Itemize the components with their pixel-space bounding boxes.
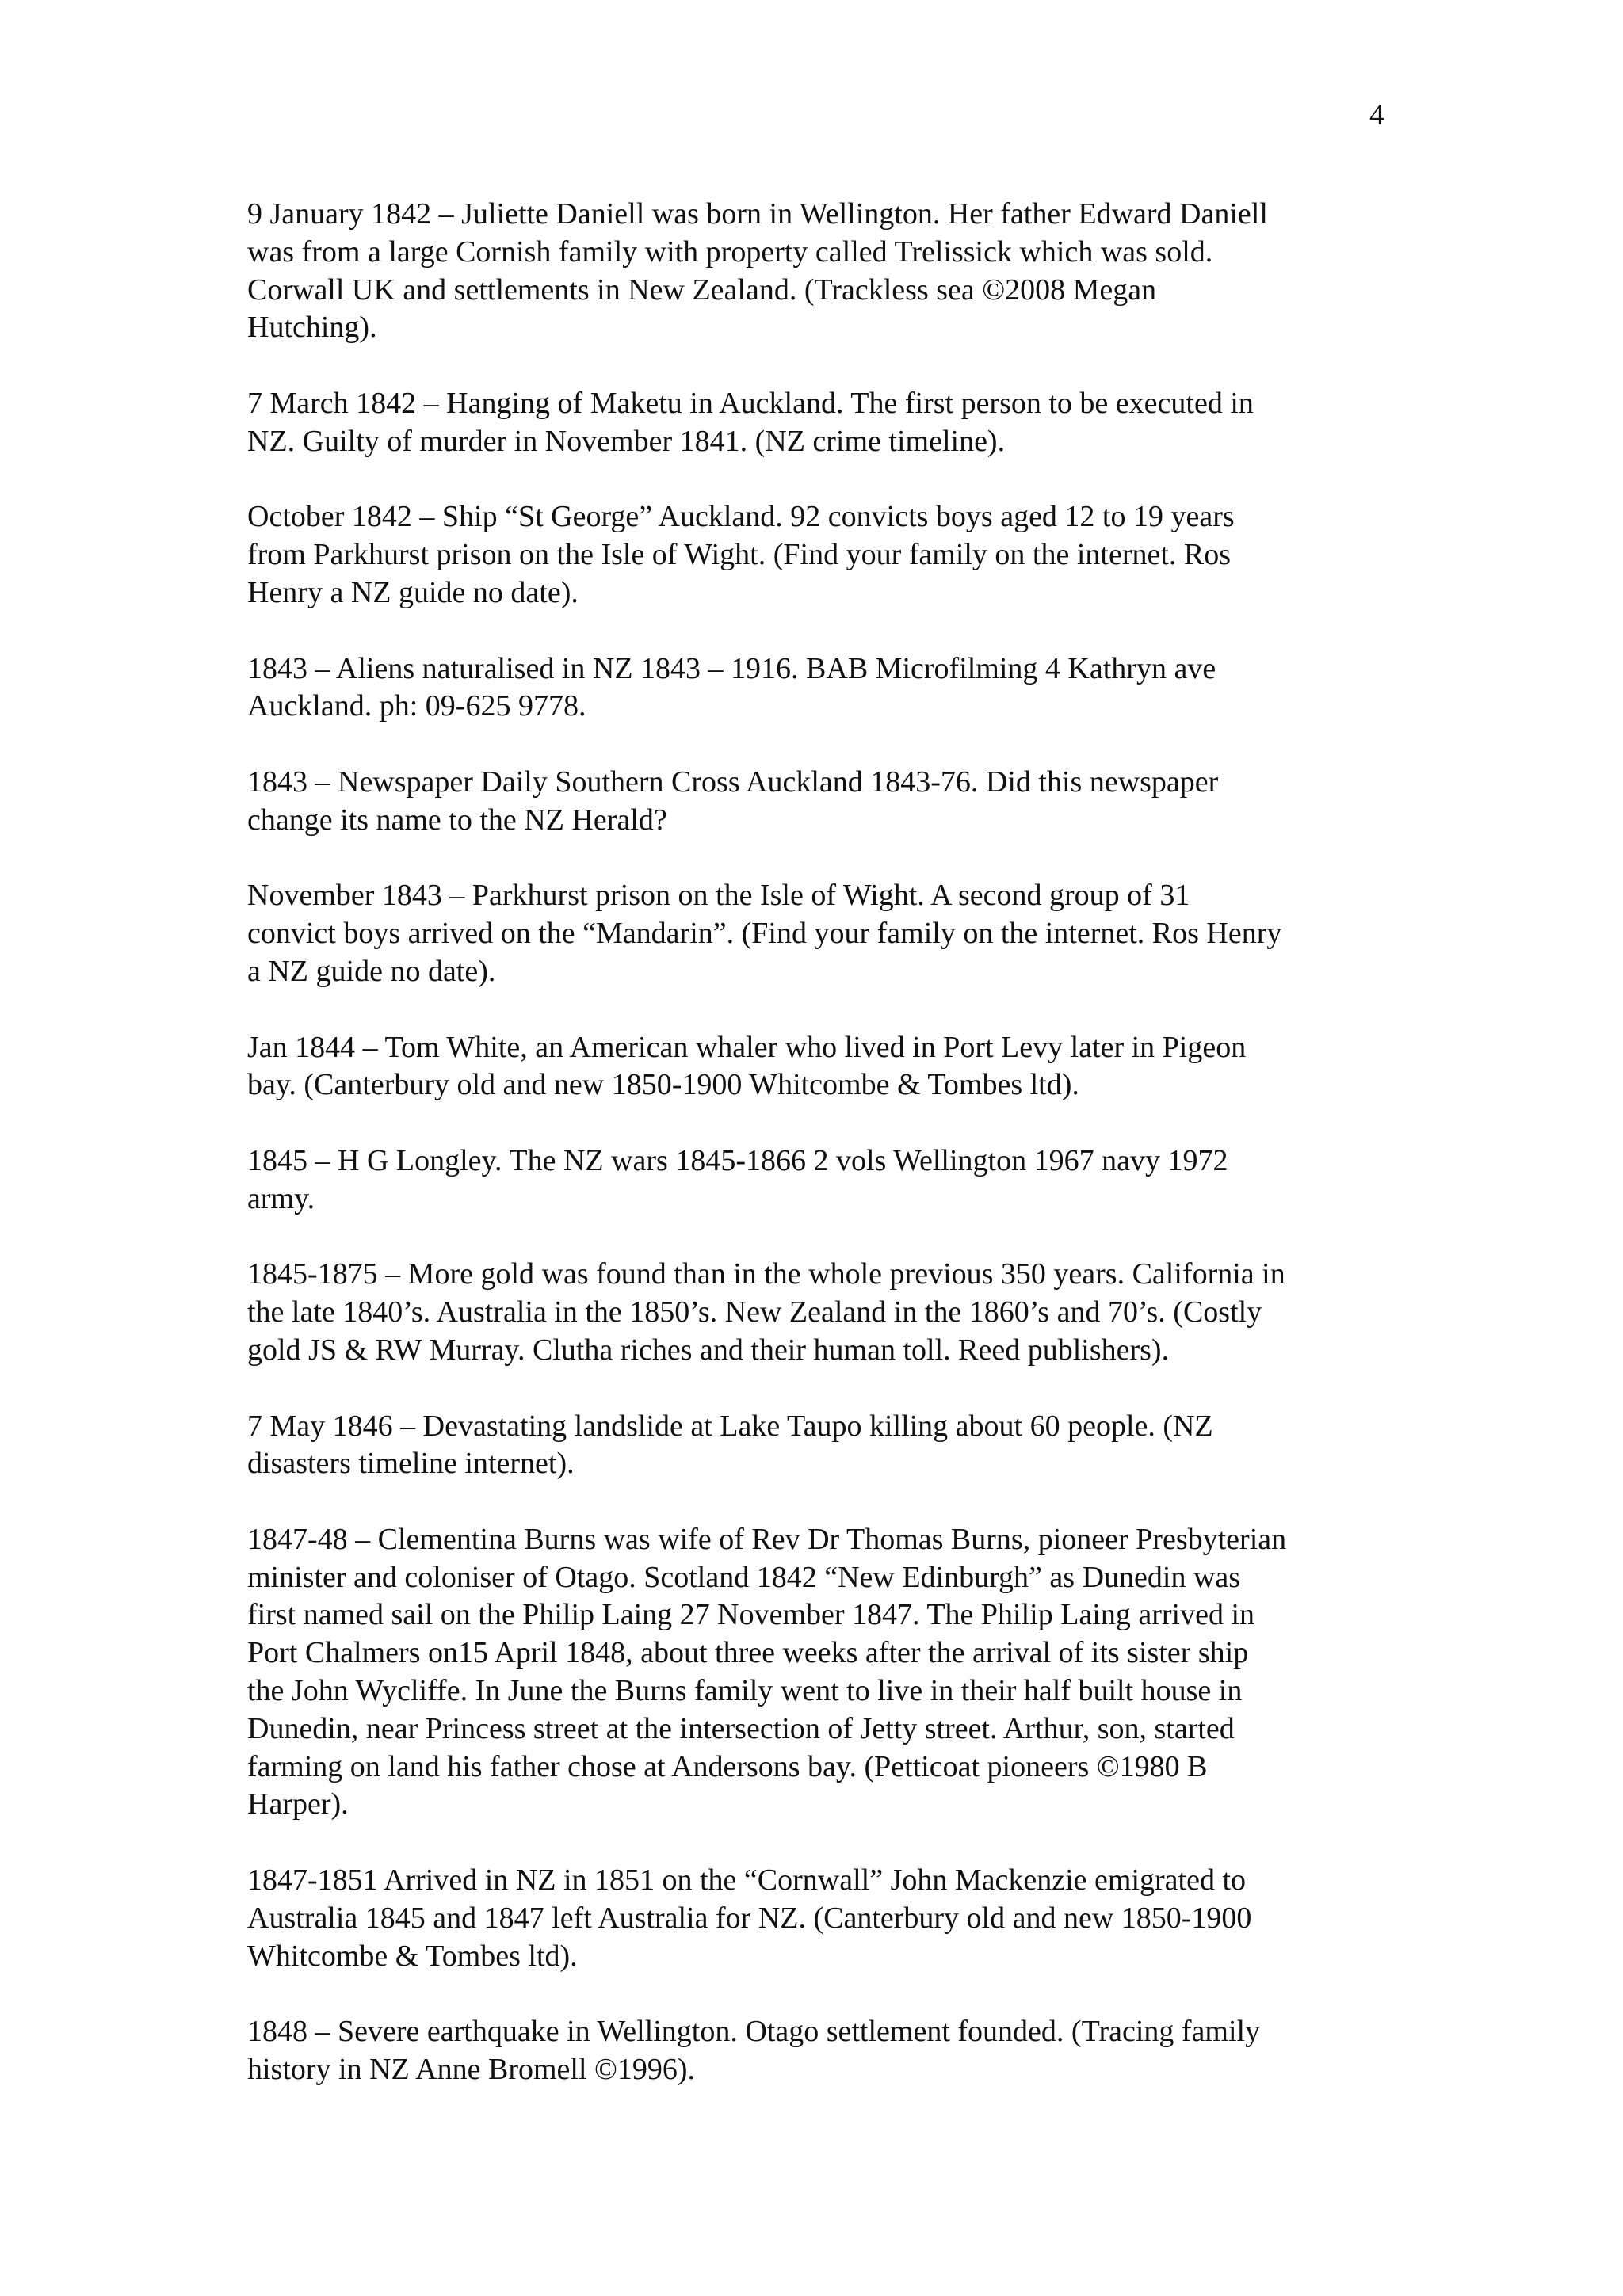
timeline-entry: 1843 – Aliens naturalised in NZ 1843 – 1916. BAB Microfilming 4 Kathryn ave Auckland. ph: 09-625 9778. bbox=[247, 651, 1216, 723]
timeline-entry: 1847-1851 Arrived in NZ in 1851 on the “Cornwall” John Mackenzie emigrated to Australia 1845 and 1847 left Australia for NZ. (Canterbury old and new 1850-1900 Whitcombe & Tombes ltd). bbox=[247, 1863, 1252, 1973]
timeline-entry: 1848 – Severe earthquake in Wellington. Otago settlement founded. (Tracing family history in NZ Anne Bromell ©1996). bbox=[247, 2015, 1261, 2087]
page-number: 4 bbox=[1369, 98, 1384, 132]
timeline-entry: 1845 – H G Longley. The NZ wars 1845-1866 2 vols Wellington 1967 navy 1972 army. bbox=[247, 1143, 1228, 1215]
timeline-entry: 7 May 1846 – Devastating landslide at Lake Taupo killing about 60 people. (NZ disasters timeline internet). bbox=[247, 1409, 1213, 1481]
timeline-entry: 9 January 1842 – Juliette Daniell was born in Wellington. Her father Edward Daniell was from a large Cornish family with property called Trelissick which was sold. Corwall UK and settlements in New Zealand. (Trackless sea ©2008 Megan Hutching). bbox=[247, 197, 1268, 345]
timeline-entry: November 1843 – Parkhurst prison on the Isle of Wight. A second group of 31 convict boys arrived on the “Mandarin”. (Find your family on the internet. Ros Henry a NZ guide no date). bbox=[247, 879, 1282, 988]
timeline-entry: 1847-48 – Clementina Burns was wife of Rev Dr Thomas Burns, pioneer Presbyterian minister and coloniser of Otago. Scotland 1842 “New Edinburgh” as Dunedin was first named sail on the Philip Laing 27 November 1847. The Philip Laing arrived in Port Chalmers on15 April 1848, about three weeks after the arrival of its sister ship the John Wycliffe. In June the Burns family went to live in their half built house in Dunedin, near Princess street at the intersection of Jetty street. Arthur, son, started farming on land his father chose at Andersons bay. (Petticoat pioneers ©1980 B Harper). bbox=[247, 1522, 1287, 1821]
timeline-entry: 1843 – Newspaper Daily Southern Cross Auckland 1843-76. Did this newspaper change its name to the NZ Herald? bbox=[247, 765, 1219, 837]
timeline-entries bbox=[247, 196, 1392, 2127]
timeline-entry: 1845-1875 – More gold was found than in the whole previous 350 years. California in the late 1840’s. Australia in the 1850’s. New Zealand in the 1860’s and 70’s. (Costly gold JS & RW Murray. Clutha riches and their human toll. Reed publishers). bbox=[247, 1257, 1285, 1367]
timeline-entry: Jan 1844 – Tom White, an American whaler who lived in Port Levy later in Pigeon bay. (Canterbury old and new 1850-1900 Whitcombe & Tombes ltd). bbox=[247, 1030, 1247, 1102]
timeline-entry: October 1842 – Ship “St George” Auckland. 92 convicts boys aged 12 to 19 years from Parkhurst prison on the Isle of Wight. (Find your family on the internet. Ros Henry a NZ guide no date). bbox=[247, 500, 1235, 609]
timeline-entry: 7 March 1842 – Hanging of Maketu in Auckland. The first person to be executed in NZ. Guilty of murder in November 1841. (NZ crime timeline). bbox=[247, 386, 1254, 458]
